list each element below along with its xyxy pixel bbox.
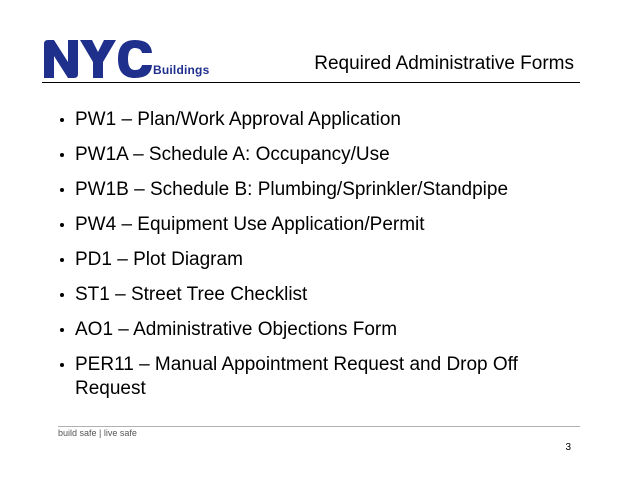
list-item (60, 353, 580, 401)
page-title: Required Administrative Forms (314, 53, 574, 74)
list-item-text: PD1 – Plot Diagram (75, 249, 243, 270)
page-number: 3 (565, 442, 571, 453)
title-divider (42, 82, 580, 83)
list-item-text: PER11 – Manual Appointment Request and Drop Off Request (75, 354, 518, 399)
footer-tagline: build safe | live safe (58, 428, 137, 438)
list-item (60, 318, 580, 342)
bullet-icon (60, 223, 64, 227)
forms-list (60, 108, 580, 412)
bullet-icon (60, 188, 64, 192)
list-item-text: PW1B – Schedule B: Plumbing/Sprinkler/Standpipe (75, 179, 509, 200)
logo-wordmark: Buildings (153, 63, 210, 77)
bullet-icon (60, 153, 64, 157)
list-item-text: ST1 – Street Tree Checklist (75, 284, 308, 305)
bullet-icon (60, 328, 64, 332)
list-item (60, 213, 580, 237)
list-item-text: AO1 – Administrative Objections Form (75, 319, 398, 340)
list-item (60, 143, 580, 167)
list-item (60, 248, 580, 272)
list-item-text: PW4 – Equipment Use Application/Permit (75, 214, 425, 235)
list-item (60, 108, 580, 132)
bullet-icon (60, 118, 64, 122)
bullet-icon (60, 363, 64, 367)
list-item-text: PW1A – Schedule A: Occupancy/Use (75, 144, 390, 165)
nyc-buildings-logo (42, 38, 208, 82)
list-item-text: PW1 – Plan/Work Approval Application (75, 109, 401, 130)
list-item (60, 178, 580, 202)
bullet-icon (60, 293, 64, 297)
bullet-icon (60, 258, 64, 262)
list-item (60, 283, 580, 307)
footer-divider (58, 426, 580, 427)
